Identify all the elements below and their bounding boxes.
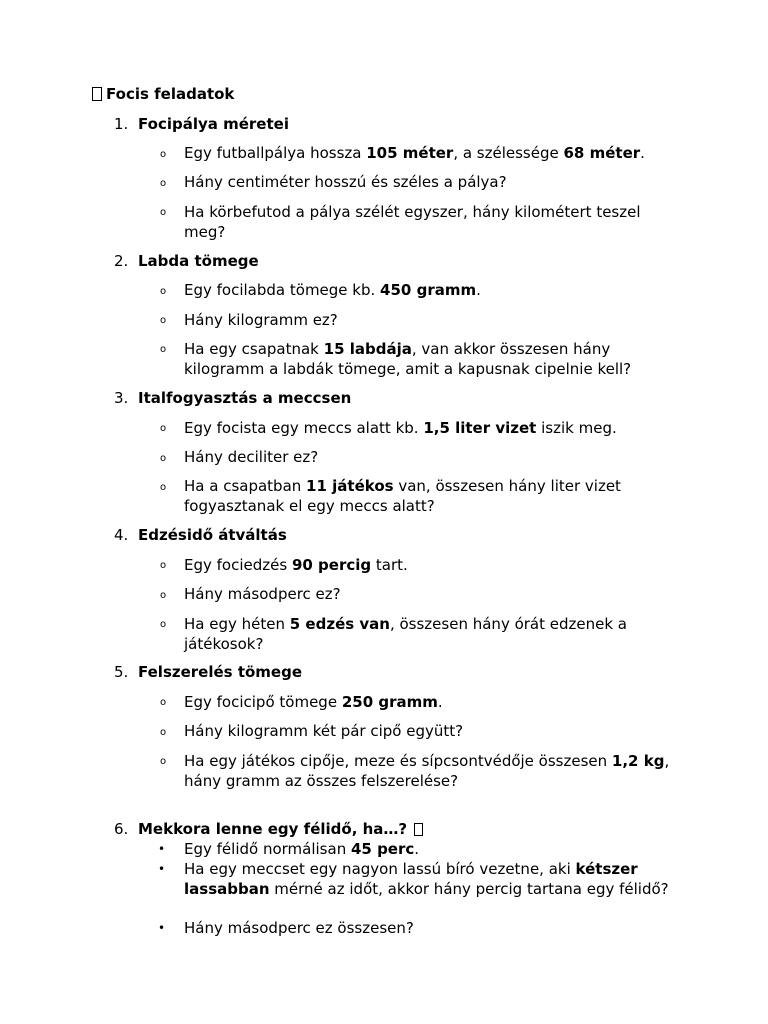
soccer-ball-icon bbox=[92, 87, 102, 101]
list-item: Egy focilabda tömege kb. 450 gramm. bbox=[184, 281, 481, 299]
emphasis-text: 105 méter bbox=[366, 144, 454, 162]
bullet-circle-icon: o bbox=[160, 482, 167, 493]
emphasis-text: 5 edzés van bbox=[289, 615, 390, 633]
emphasis-text: 450 gramm bbox=[380, 281, 477, 299]
section-number: 4. bbox=[114, 526, 129, 544]
list-item: Hány másodperc ez? bbox=[184, 585, 341, 603]
bullet-circle-icon: o bbox=[160, 697, 167, 708]
bullet-circle-icon: o bbox=[160, 560, 167, 571]
bullet-circle-icon: o bbox=[160, 619, 167, 630]
section-title: Labda tömege bbox=[138, 252, 259, 270]
emphasis-text: 250 gramm bbox=[341, 693, 438, 711]
list-item: Egy focicipő tömege 250 gramm. bbox=[184, 693, 443, 711]
list-item: Egy futballpálya hossza 105 méter, a szélessége 68 méter. bbox=[184, 144, 645, 162]
bullet-circle-icon: o bbox=[160, 207, 167, 218]
section-number: 5. bbox=[114, 663, 129, 681]
bullet-circle-icon: o bbox=[160, 178, 167, 189]
bullet-dot-icon: • bbox=[158, 921, 166, 935]
emphasis-text: 1,5 liter vizet bbox=[423, 419, 537, 437]
document-heading bbox=[92, 84, 234, 104]
emphasis-text: 68 méter bbox=[563, 144, 641, 162]
list-item: Hány kilogramm két pár cipő együtt? bbox=[184, 722, 464, 740]
bullet-circle-icon: o bbox=[160, 315, 167, 326]
emphasis-text: 1,2 kg bbox=[611, 752, 665, 770]
section-title: Felszerelés tömege bbox=[138, 663, 303, 681]
heading-text: Focis feladatok bbox=[106, 85, 235, 103]
section-title: Italfogyasztás a meccsen bbox=[138, 389, 352, 407]
emoji-placeholder-icon bbox=[414, 823, 423, 836]
section-number: 6. bbox=[114, 820, 129, 838]
list-item: Egy félidő normálisan 45 perc. bbox=[184, 840, 420, 858]
emphasis-text: 90 percig bbox=[291, 556, 372, 574]
bullet-circle-icon: o bbox=[160, 727, 167, 738]
section-number: 1. bbox=[114, 115, 129, 133]
bullet-circle-icon: o bbox=[160, 149, 167, 160]
emphasis-text: kétszer lassabban bbox=[184, 860, 638, 898]
bullet-circle-icon: o bbox=[160, 453, 167, 464]
list-item: Egy fociedzés 90 percig tart. bbox=[184, 556, 408, 574]
section-title: Focipálya méretei bbox=[138, 115, 289, 133]
list-item: Ha egy meccset egy nagyon lassú bíró vezetne, aki kétszer lassabban mérné az időt, akkor hány percig tartana egy félidő? bbox=[184, 860, 669, 898]
bullet-circle-icon: o bbox=[160, 756, 167, 767]
emphasis-text: 45 perc bbox=[350, 840, 415, 858]
bullet-dot-icon: • bbox=[158, 842, 166, 856]
bullet-dot-icon: • bbox=[158, 862, 166, 876]
section-title bbox=[138, 819, 423, 839]
list-item: Hány kilogramm ez? bbox=[184, 311, 338, 329]
section-number: 2. bbox=[114, 252, 129, 270]
list-item: Egy focista egy meccs alatt kb. 1,5 liter vizet iszik meg. bbox=[184, 419, 617, 437]
bullet-circle-icon: o bbox=[160, 344, 167, 355]
list-item: Hány másodperc ez összesen? bbox=[184, 919, 414, 937]
section-number: 3. bbox=[114, 389, 129, 407]
list-item: Ha egy csapatnak 15 labdája, van akkor összesen hány kilogramm a labdák tömege, amit a kapusnak cipelnie kell? bbox=[184, 340, 632, 378]
list-item: Hány deciliter ez? bbox=[184, 448, 319, 466]
list-item: Ha körbefutod a pálya szélét egyszer, hány kilométert teszel meg? bbox=[184, 203, 641, 241]
section-title: Edzésidő átváltás bbox=[138, 526, 287, 544]
list-item: Hány centiméter hosszú és széles a pálya? bbox=[184, 173, 507, 191]
bullet-circle-icon: o bbox=[160, 286, 167, 297]
emphasis-text: 15 labdája bbox=[323, 340, 412, 358]
list-item: Ha egy játékos cipője, meze és sípcsontvédője összesen 1,2 kg, hány gramm az összes felszerelése? bbox=[184, 752, 670, 790]
emphasis-text: 11 játékos bbox=[306, 477, 394, 495]
bullet-circle-icon: o bbox=[160, 590, 167, 601]
section-title-text: Mekkora lenne egy félidő, ha…? bbox=[138, 820, 408, 838]
list-item: Ha egy héten 5 edzés van, összesen hány órát edzenek a játékosok? bbox=[184, 615, 628, 653]
list-item: Ha a csapatban 11 játékos van, összesen hány liter vizet fogyasztanak el egy meccs alatt? bbox=[184, 477, 621, 515]
bullet-circle-icon: o bbox=[160, 423, 167, 434]
